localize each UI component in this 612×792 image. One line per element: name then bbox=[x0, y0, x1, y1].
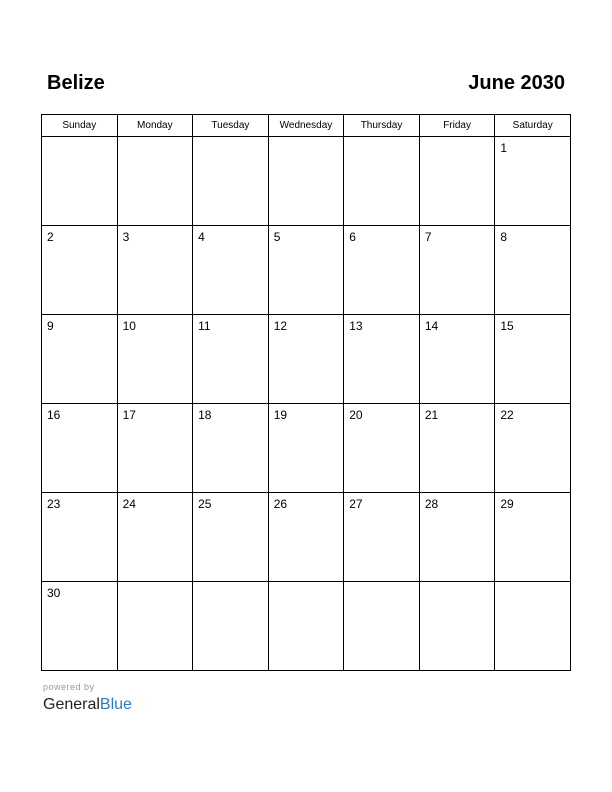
day-number: 7 bbox=[424, 230, 432, 244]
day-cell bbox=[193, 315, 269, 404]
day-cell bbox=[268, 315, 344, 404]
day-cell bbox=[117, 493, 193, 582]
day-cell bbox=[344, 226, 420, 315]
day-number: 24 bbox=[122, 497, 136, 511]
day-cell bbox=[268, 582, 344, 671]
day-cell bbox=[344, 137, 420, 226]
day-cell bbox=[419, 493, 495, 582]
day-number bbox=[118, 137, 193, 141]
day-cell bbox=[495, 582, 571, 671]
day-number: 13 bbox=[349, 319, 363, 333]
day-cell bbox=[117, 226, 193, 315]
day-number: 3 bbox=[122, 230, 130, 244]
day-cell bbox=[495, 315, 571, 404]
day-number: 27 bbox=[349, 497, 363, 511]
day-number: 18 bbox=[198, 408, 212, 422]
day-number: 26 bbox=[273, 497, 288, 511]
brand-name-blue: Blue bbox=[99, 696, 132, 713]
day-number: 1 bbox=[500, 141, 508, 155]
country-title: Belize bbox=[47, 72, 105, 94]
day-number bbox=[269, 582, 344, 586]
day-cell bbox=[193, 582, 269, 671]
day-number: 19 bbox=[273, 408, 288, 422]
day-number: 30 bbox=[47, 586, 61, 600]
weekday-header-tuesday: Tuesday bbox=[193, 115, 269, 137]
day-number: 12 bbox=[273, 319, 288, 333]
day-cell bbox=[193, 493, 269, 582]
calendar-grid bbox=[41, 114, 571, 671]
day-number: 10 bbox=[122, 319, 136, 333]
week-row bbox=[42, 137, 571, 226]
day-number bbox=[495, 582, 570, 586]
day-number bbox=[42, 137, 117, 141]
week-row bbox=[42, 404, 571, 493]
day-number bbox=[344, 137, 419, 141]
day-cell bbox=[419, 315, 495, 404]
day-cell bbox=[419, 137, 495, 226]
day-cell bbox=[117, 315, 193, 404]
day-number bbox=[269, 137, 344, 141]
generalblue-logo[interactable] bbox=[43, 695, 132, 715]
weekday-header-sunday: Sunday bbox=[42, 115, 118, 137]
day-cell bbox=[42, 137, 118, 226]
day-cell bbox=[495, 404, 571, 493]
day-cell bbox=[268, 226, 344, 315]
week-row bbox=[42, 315, 571, 404]
week-row bbox=[42, 582, 571, 671]
day-cell bbox=[344, 404, 420, 493]
day-number: 14 bbox=[424, 319, 439, 333]
day-number: 4 bbox=[198, 230, 205, 244]
day-cell bbox=[117, 582, 193, 671]
day-cell bbox=[42, 315, 118, 404]
day-number: 5 bbox=[273, 230, 281, 244]
day-number: 11 bbox=[198, 319, 211, 333]
day-number: 8 bbox=[500, 230, 508, 244]
day-cell bbox=[42, 226, 118, 315]
day-number: 9 bbox=[47, 319, 54, 333]
day-cell bbox=[193, 404, 269, 493]
day-cell bbox=[495, 226, 571, 315]
day-number: 17 bbox=[122, 408, 136, 422]
day-number bbox=[193, 137, 268, 141]
day-number bbox=[344, 582, 419, 586]
day-number: 29 bbox=[500, 497, 514, 511]
day-number: 25 bbox=[198, 497, 212, 511]
day-number: 20 bbox=[349, 408, 363, 422]
day-number bbox=[118, 582, 193, 586]
day-number bbox=[420, 137, 495, 141]
day-cell bbox=[268, 137, 344, 226]
day-cell bbox=[193, 226, 269, 315]
day-cell bbox=[42, 582, 118, 671]
weekday-header-monday: Monday bbox=[117, 115, 193, 137]
day-number: 22 bbox=[500, 408, 514, 422]
day-cell bbox=[344, 315, 420, 404]
day-cell bbox=[117, 137, 193, 226]
day-number: 16 bbox=[47, 408, 61, 422]
day-number: 28 bbox=[424, 497, 439, 511]
day-number: 6 bbox=[349, 230, 356, 244]
weekday-header-row bbox=[42, 115, 571, 137]
day-cell bbox=[419, 404, 495, 493]
day-cell bbox=[495, 137, 571, 226]
day-cell bbox=[495, 493, 571, 582]
footer-branding bbox=[43, 682, 132, 715]
weekday-header-thursday: Thursday bbox=[344, 115, 420, 137]
weekday-header-saturday: Saturday bbox=[495, 115, 571, 137]
day-cell bbox=[42, 493, 118, 582]
day-number bbox=[420, 582, 495, 586]
brand-name-general: General bbox=[43, 696, 100, 713]
day-number: 21 bbox=[424, 408, 439, 422]
powered-by-text: powered by bbox=[43, 682, 95, 692]
day-cell bbox=[419, 226, 495, 315]
day-cell bbox=[268, 493, 344, 582]
day-cell bbox=[268, 404, 344, 493]
day-cell bbox=[419, 582, 495, 671]
day-cell bbox=[344, 493, 420, 582]
day-number bbox=[193, 582, 268, 586]
week-row bbox=[42, 493, 571, 582]
day-cell bbox=[344, 582, 420, 671]
day-cell bbox=[42, 404, 118, 493]
weekday-header-friday: Friday bbox=[419, 115, 495, 137]
month-year-title: June 2030 bbox=[468, 72, 565, 94]
weekday-header-wednesday: Wednesday bbox=[268, 115, 344, 137]
week-row bbox=[42, 226, 571, 315]
day-number: 2 bbox=[47, 230, 54, 244]
day-cell bbox=[117, 404, 193, 493]
day-cell bbox=[193, 137, 269, 226]
day-number: 23 bbox=[47, 497, 61, 511]
day-number: 15 bbox=[500, 319, 514, 333]
